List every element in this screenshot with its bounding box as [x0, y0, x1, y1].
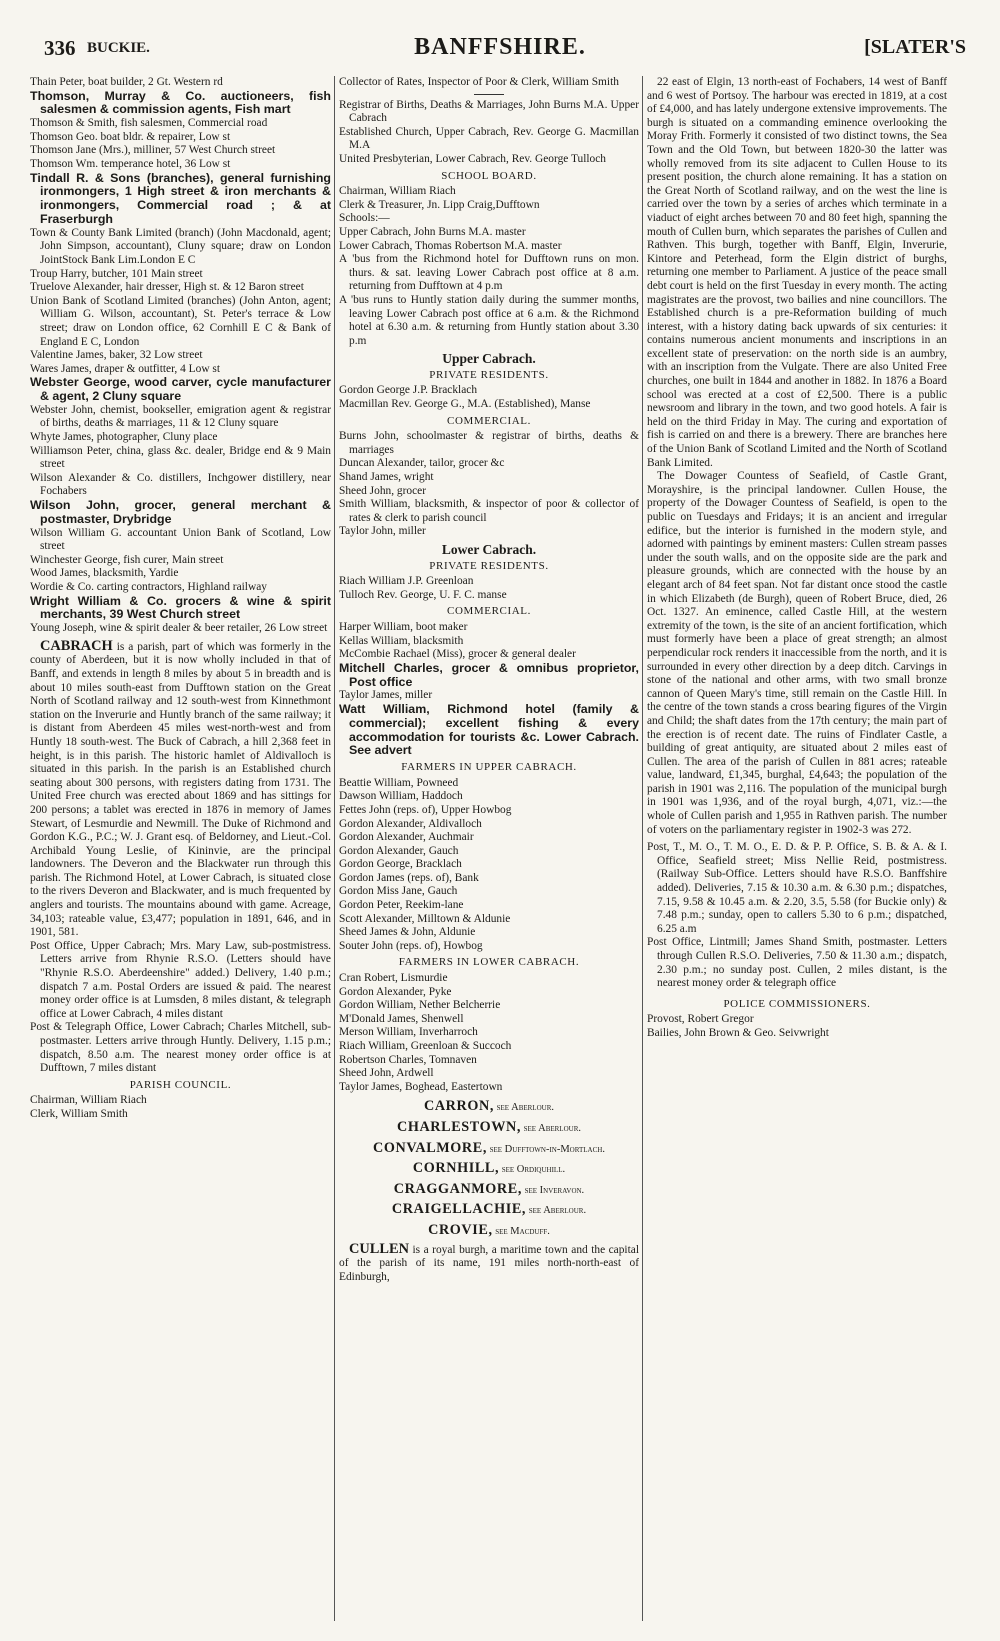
column-middle [339, 76, 639, 1616]
cross-reference [339, 1180, 639, 1198]
directory-entry: Clerk, William Smith [30, 1107, 128, 1120]
directory-entry: Gordon Miss Jane, Gauch [339, 885, 458, 898]
directory-entry: Gordon Alexander, Pyke [339, 985, 452, 998]
paragraph-text: is a parish, part of which was formerly in the county of Aberdeen, but it is now wholly included in that of Banff, and extends in length 8 miles by about 5 in breadth and is about 10 miles south-east from Dufftown station on the Great North of Scotland railway and 12 south-west from Kinnethmont station on the Inverurie and Huntly branch of the same railway; it is distant from Aberdeen 45 miles west-north-west and from Huntly 18 south-west. The Buck of Cabrach, a hill 2,368 feet in height, is in this parish. The historic hamlet of Aldivalloch is situated in this parish. In the parish is an Established church seating about 300 persons, with registers dating from 1731. The United Free church was erected about 1869 and has sittings for 200 persons; a tablet was erected in 1876 in memory of James Stewart, of Lesmurdie and Newmill. The Duke of Richmond and Gordon K.G., P.C.; W. J. Grant esq. of Beldorney, and Lieut.-Col. Archibald Young Leslie, of Kininvie, are the principal landowners. The Deveron and the Blackwater run through this parish. The Richmond Hotel, at Lower Cabrach, is situated close to the rivers Deveron and Blackwater, and is much frequented by anglers and tourists. The mountains abound with game. Acreage, 34,103; rateable value, £3,477; population in 1891, 646, and in 1901, 581. [30, 640, 331, 939]
directory-entry-bold: Thomson, Murray & Co. auctioneers, fish salesmen & commission agents, Fish mart [30, 88, 331, 117]
descriptive-paragraph [647, 470, 947, 837]
directory-entry: Robertson Charles, Tomnaven [339, 1053, 477, 1066]
directory-entry: Smith William, blacksmith, & inspector of poor & collector of rates & clerk to parish council [339, 498, 639, 524]
directory-entry: Thomson Geo. boat bldr. & repairer, Low st [30, 130, 231, 143]
directory-entry: Provost, Robert Gregor [647, 1013, 754, 1026]
cross-reference-target: see Dufftown-in-Mortlach. [486, 1143, 605, 1155]
directory-entry: Post & Telegraph Office, Lower Cabrach; Charles Mitchell, sub-postmaster. Letters arrive through Huntly. Delivery, 1.15 p.m.; dispatch, 8.50 a.m. The nearest money order office is at Dufftown, 7 miles distant [30, 1021, 331, 1075]
directory-entry: A 'bus runs to Huntly station daily during the summer months, leaving Lower Cabrach post office at 6 a.m. & the Richmond hotel at 6.30 a.m. & returning from Huntly station about 3.30 p.m [339, 293, 639, 347]
directory-entry: Sheed John, Ardwell [339, 1067, 434, 1080]
directory-entry: Thain Peter, boat builder, 2 Gt. Western rd [30, 76, 223, 88]
directory-entry: Clerk & Treasurer, Jn. Lipp Craig,Dufftown [339, 198, 540, 211]
directory-entry: United Presbyterian, Lower Cabrach, Rev. George Tulloch [339, 152, 606, 165]
cross-reference-place: CARRON, [423, 1098, 494, 1115]
section-heading: PRIVATE RESIDENTS. [429, 368, 549, 381]
section-heading: SCHOOL BOARD. [441, 169, 537, 182]
directory-entry: Thomson Wm. temperance hotel, 36 Low st [30, 157, 231, 170]
running-head-town: BUCKIE. [87, 40, 150, 56]
directory-entry: Taylor James, Boghead, Eastertown [339, 1080, 503, 1093]
descriptive-paragraph [647, 76, 947, 470]
directory-entry: Riach William J.P. Greenloan [339, 575, 474, 588]
directory-entry: Gordon George J.P. Bracklach [339, 384, 478, 397]
directory-entry: Registrar of Births, Deaths & Marriages, John Burns M.A. Upper Cabrach [339, 98, 639, 125]
column-left [30, 76, 331, 1616]
place-heading: Upper Cabrach. [442, 351, 536, 367]
directory-entry: Chairman, William Riach [339, 185, 456, 198]
section-heading: PRIVATE RESIDENTS. [429, 559, 549, 572]
directory-entry: Schools:— [339, 212, 390, 225]
directory-entry: Thomson Jane (Mrs.), milliner, 57 West Church street [30, 144, 276, 157]
directory-entry: McCombie Rachael (Miss), grocer & general dealer [339, 648, 576, 661]
cross-reference-place: CRAIGELLACHIE, [391, 1201, 527, 1218]
directory-entry: Gordon William, Nether Belcherrie [339, 999, 501, 1012]
descriptive-paragraph [30, 637, 331, 940]
directory-entry: A 'bus from the Richmond hotel for Dufftown runs on mon. thurs. & sat. leaving Lower Cabrach post office at 8 a.m. returning from Dufftown at 4 p.m [339, 253, 639, 293]
section-heading: POLICE COMMISSIONERS. [723, 997, 871, 1010]
directory-entry: Lower Cabrach, Thomas Robertson M.A. master [339, 239, 562, 252]
cross-reference [339, 1221, 639, 1239]
directory-entry-bold: Mitchell Charles, grocer & omnibus proprietor, Post office [339, 660, 639, 689]
directory-entry-bold: Watt William, Richmond hotel (family & commercial); excellent fishing & every accommodation for tourists &c. Lower Cabrach. See advert [339, 701, 639, 758]
cross-reference-target: see Macduff. [492, 1225, 550, 1237]
directory-entry: Wilson Alexander & Co. distillers, Inchgower distillery, near Fochabers [30, 471, 331, 498]
directory-entry: Young Joseph, wine & spirit dealer & beer retailer, 26 Low street [30, 622, 328, 635]
directory-entry: Gordon Peter, Reekim-lane [339, 899, 464, 912]
directory-entry: Shand James, wright [339, 471, 434, 484]
directory-entry-bold: Wilson John, grocer, general merchant & postmaster, Drybridge [30, 498, 331, 526]
directory-entry: Thomson & Smith, fish salesmen, Commercial road [30, 117, 268, 130]
directory-entry: Sheed John, grocer [339, 484, 426, 497]
directory-entry: Merson William, Inverharroch [339, 1026, 478, 1039]
directory-entry: Collector of Rates, Inspector of Poor & Clerk, William Smith [339, 76, 619, 88]
directory-entry: Scott Alexander, Milltown & Aldunie [339, 912, 511, 925]
cross-reference-place: CROVIE, [428, 1221, 493, 1238]
running-head-publisher: [SLATER'S [864, 36, 966, 58]
directory-entry-bold: Tindall R. & Sons (branches), general furnishing ironmongers, 1 High street & iron merchants & ironmongers, Commercial road ; & at Fraserburgh [30, 170, 331, 226]
directory-entry: Gordon James (reps. of), Bank [339, 871, 479, 884]
directory-entry: Gordon Alexander, Auchmair [339, 831, 474, 844]
spacer [647, 991, 947, 995]
directory-entry: Cran Robert, Lismurdie [339, 972, 448, 985]
section-heading: FARMERS IN UPPER CABRACH. [401, 761, 577, 774]
cross-reference-target: see Inveravon. [521, 1184, 585, 1196]
directory-entry: Gordon Alexander, Gauch [339, 844, 459, 857]
paragraph-lead-name: CABRACH [40, 637, 113, 654]
directory-entry: Wood James, blacksmith, Yardie [30, 567, 179, 580]
page-number: 336 [44, 36, 76, 60]
cross-reference-target: see Aberlour. [494, 1102, 554, 1114]
directory-entry: Beattie William, Powneed [339, 776, 459, 789]
separator-rule [474, 94, 504, 95]
cross-reference-place: CORNHILL, [412, 1160, 500, 1177]
directory-entry: Riach William, Greenloan & Succoch [339, 1040, 512, 1052]
cross-reference [339, 1100, 639, 1115]
directory-entry: Kellas William, blacksmith [339, 634, 464, 647]
directory-entry-bold: Webster George, wood carver, cycle manufacturer & agent, 2 Cluny square [30, 375, 331, 404]
directory-entry: Fettes John (reps. of), Upper Howbog [339, 803, 512, 816]
directory-entry: Bailies, John Brown & Geo. Seivwright [647, 1026, 829, 1039]
section-heading: COMMERCIAL. [447, 414, 531, 427]
directory-entry: Souter John (reps. of), Howbog [339, 939, 483, 952]
directory-entry: Post Office, Upper Cabrach; Mrs. Mary Law, sub-postmistress. Letters arrive from Rhynie R.S.O. (Letters should have "Rhynie R.S.O. Aberdeenshire" added.) Delivery, 1.40 p.m.; dispatch 7 a.m. Postal Orders are issued & paid. The nearest money order office is at Lumsden, 8 miles distant, & telegraph office at Lower Cabrach, 4 miles distant [30, 939, 331, 1020]
directory-entry: Macmillan Rev. George G., M.A. (Established), Manse [339, 398, 591, 411]
cross-reference-target: see Aberlour. [526, 1205, 587, 1217]
directory-entry: Whyte James, photographer, Cluny place [30, 431, 218, 444]
paragraph-text: 22 east of Elgin, 13 north-east of Fochabers, 14 west of Banff and 6 west of Portsoy. The harbour was erected in 1819, at a cost of £4,000, and has lately undergone extensive improvements. The burgh is situated on a commanding eminence overlooking the Moray Frith. Formerly it consisted of two distinct towns, the Sea Town and the Old Town, but between 1820-30 the latter was wholly removed from its site adjacent to Cullen House to its present position, the church alone remaining. It has a station on the Great North of Scotland railway, and on the west the line is carried over the town by a series of arches which terminate in a viaduct of eight arches between 70 and 80 feet high, spanning the mouth of Cullen burn, which separates the parishes of Cullen and Rathven. This burgh, together with Banff, Elgin, Inverurie, Kintore and Peterhead, form the Elgin district of burghs, returning one member to Parliament. A justice of the peace small debt court is held on the first Tuesday in every month. The acting magistrates are the provost, two bailies and nine councillors. The Established church is a pre-Reformation building of much interest, with a history dating back upwards of six centuries: it contains numerous ancient monuments and inscriptions in an excellent state of preservation: on the north side is an aumbry, with an inscription from the Vulgate. There are also United Free churches, one built in 1844 and another in 1882. In 1876 a Board school was erected at a cost of £2,500. There is a public newsroom and library in the town, and two good hotels. A fair is held on the third Friday in May. The curing and exportation of fish is carried on and there is a brewery. There are branches here of the Union Bank of Scotland Limited and the North of Scotland Bank Limited. [647, 76, 947, 469]
cross-reference-place: CONVALMORE, [373, 1139, 487, 1156]
directory-entry: Union Bank of Scotland Limited (branches) (John Anton, agent; William G. Wilson, accountant), St. Peter's terrace & Low street; draw on London office, 62 Cornhill E C & Bank of England E C, London [30, 294, 331, 348]
section-heading: FARMERS IN LOWER CABRACH. [398, 956, 580, 969]
cross-reference [339, 1203, 639, 1218]
section-heading: PARISH COUNCIL. [129, 1078, 232, 1091]
page-header [30, 34, 970, 68]
directory-entry-bold: Wright William & Co. grocers & wine & spirit merchants, 39 West Church street [30, 593, 331, 622]
directory-entry: Wordie & Co. carting contractors, Highland railway [30, 581, 267, 593]
directory-entry: Wilson William G. accountant Union Bank of Scotland, Low street [30, 526, 331, 553]
paragraph-lead-name: CULLEN [349, 1240, 409, 1257]
directory-entry: Williamson Peter, china, glass &c. dealer, Bridge end & 9 Main street [30, 444, 331, 471]
directory-entry: Harper William, boot maker [339, 620, 468, 633]
column-rule [642, 76, 643, 1621]
directory-entry: Webster John, chemist, bookseller, emigration agent & registrar of births, deaths & marriages, 11 & 12 Cluny square [30, 403, 331, 430]
directory-entry: Established Church, Upper Cabrach, Rev. George G. Macmillan M.A [339, 125, 639, 152]
cross-reference-place: CHARLESTOWN, [396, 1118, 521, 1135]
place-heading: Lower Cabrach. [441, 542, 537, 557]
cross-reference-target: see Ordiquhill. [499, 1164, 566, 1176]
directory-entry: Winchester George, fish curer, Main street [30, 553, 224, 566]
directory-entry: Upper Cabrach, John Burns M.A. master [339, 225, 526, 238]
cross-reference [339, 1139, 639, 1157]
section-heading: COMMERCIAL. [447, 605, 531, 618]
descriptive-paragraph [339, 1240, 639, 1285]
paragraph-text: The Dowager Countess of Seafield, of Castle Grant, Morayshire, is the principal landowner. Cullen House, the property of the Dowager Countess of Seafield, is open to the public on Tuesdays and Fridays; it is an ancient and irregular edifice, but the interior is furnished in the modern style, and adorned with paintings by eminent masters: Cullen stream passes under the south walls, and on the opposite side are the park and pleasure grounds, which are connected with the house by an elegant arch of 84 feet span. Not far distant once stood the castle in which Elizabeth (de Burgh), queen of Robert Bruce, died, 26 Oct. 1327. An eminence, called Castle Hill, at the western extremity of the town, is the site of an ancient fortification, which must formerly have been a place of great strength; an almost perpendicular rock renders it inaccessible from the north, and it is surrounded in every other direction by a deep ditch. Carvings in stone of the national and other arms, with two small bronze cannon of Queen Mary's time, still remain on the Castle Hill. In the centre of the town stands a cross bearing figures of the Virgin and Child; the shaft dates from the 17th century; the main part of the erection is of recent date. The ruins of Findlater Castle, a building of great antiquity, are situated about 2 miles east of Cullen. The area of the parish of Cullen in 881 acres; rateable value, landward, £1,345, burghal, £4,643; the population of the parish in 1901 was 2,116. The population of the municipal burgh in 1901 was 1,936, and of the royal burgh, 4,071, viz.:—the whole of Cullen parish and 1,955 in Rathven parish. The number of voters on the parliamentary register in 1902-3 was 272. [647, 470, 947, 836]
directory-entry: Post Office, Lintmill; James Shand Smith, postmaster. Letters through Cullen R.S.O. Deliveries, 7.50 & 11.30 a.m.; dispatch, 2.30 p.m.; no sunday post. Cullen, 2 miles distant, is the nearest money order & telegraph office [647, 936, 947, 990]
cross-reference [339, 1162, 639, 1177]
column-rule [334, 76, 335, 1621]
directory-entry: Dawson William, Haddoch [339, 790, 463, 803]
paragraph-text: is a royal burgh, a maritime town and the capital of the parish of its name, 191 miles north-north-east of Edinburgh, [339, 1243, 639, 1283]
directory-entry: Truelove Alexander, hair dresser, High st. & 12 Baron street [30, 281, 304, 294]
directory-entry: Burns John, schoolmaster & registrar of births, deaths & marriages [339, 430, 639, 456]
directory-entry: M'Donald James, Shenwell [339, 1012, 464, 1025]
cross-reference-target: see Aberlour. [521, 1122, 581, 1134]
column-right [647, 76, 947, 1616]
directory-entry: Sheed James & John, Aldunie [339, 926, 476, 939]
directory-entry: Gordon George, Bracklach [339, 858, 462, 871]
directory-entry: Duncan Alexander, tailor, grocer &c [339, 457, 505, 470]
cross-reference-place: CRAGGANMORE, [393, 1180, 522, 1197]
directory-entry: Taylor James, miller [339, 689, 433, 702]
running-head-county: BANFFSHIRE. [414, 34, 586, 60]
directory-entry: Post, T., M. O., T. M. O., E. D. & P. P. Office, S. B. & A. & I. Office, Seafield street; Miss Nellie Reid, postmistress. (Railway Sub-Office. Letters should have R.S.O. Banffshire added). Deliveries, 7.15 & 10.30 a.m. & 6.30 p.m.; dispatches, 7.15, 9.58 & 10.45 a.m. & 2.20, 3.5, 5.58 (for Buckie only) & 7.48 p.m.; sunday, open to callers 5.30 to 6 p.m.; dispatched, 6.25 a.m [647, 841, 947, 935]
directory-entry: Gordon Alexander, Aldivalloch [339, 817, 482, 830]
directory-entry: Chairman, William Riach [30, 1094, 147, 1107]
directory-entry: Town & County Bank Limited (branch) (John Macdonald, agent; John Simpson, accountant), Cluny square; draw on London JointStock Bank Lim.London E C [30, 226, 331, 266]
cross-reference [339, 1118, 639, 1136]
directory-entry: Tulloch Rev. George, U. F. C. manse [339, 588, 507, 601]
directory-entry: Taylor John, miller [339, 525, 426, 538]
directory-entry: Wares James, draper & outfitter, 4 Low st [30, 362, 220, 375]
directory-entry: Valentine James, baker, 32 Low street [30, 349, 203, 362]
directory-entry: Troup Harry, butcher, 101 Main street [30, 267, 203, 280]
